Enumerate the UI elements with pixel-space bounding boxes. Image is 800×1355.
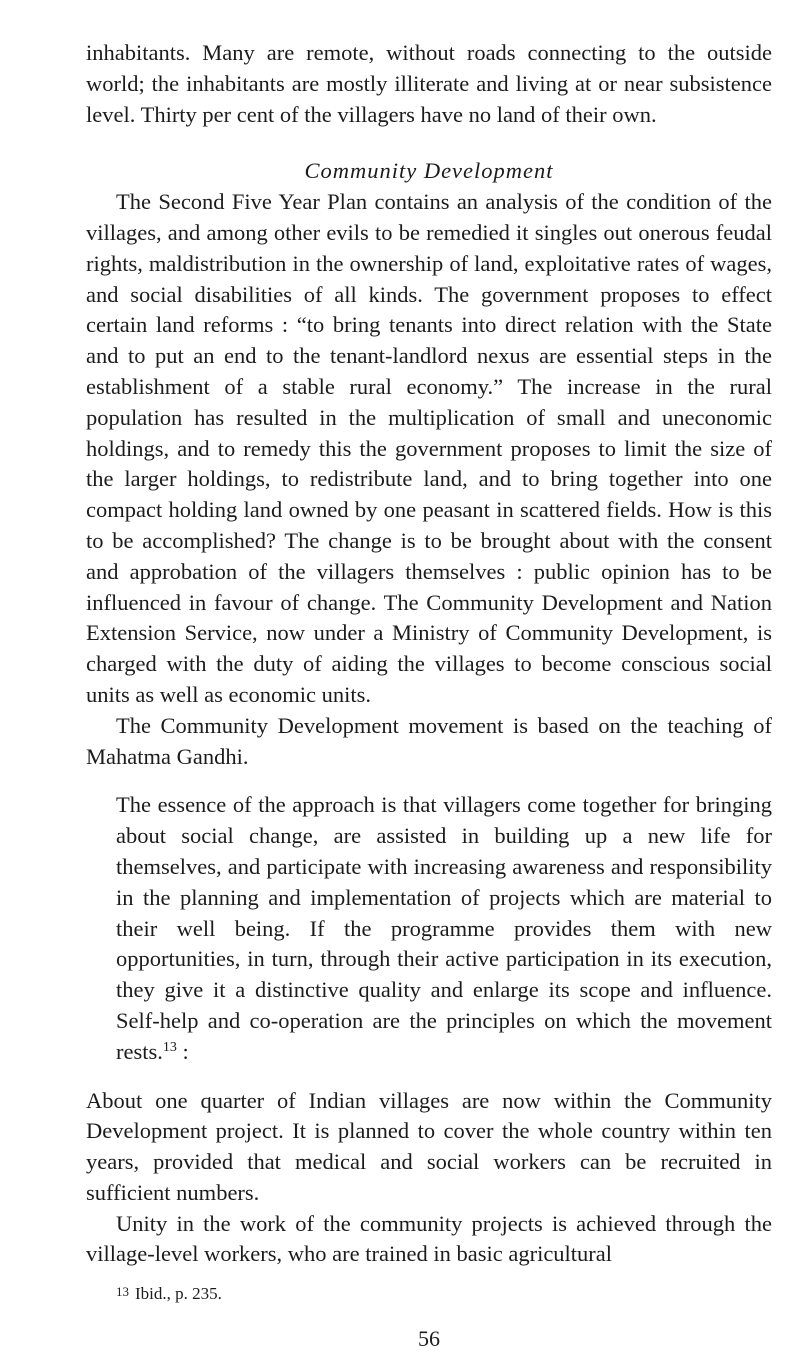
quote-colon: : xyxy=(176,1038,189,1064)
quote-text: The essence of the approach is that villagers come together for bringing about social change, are assisted in building up a new life for themselves, and participate with increasing awareness and responsibility in the planning and implementation of projects which are material to their well being. If the programme provides them with new opportunities, in turn, through their active participation in its execution, they give it a distinctive quality and enlarge its scope and influence. Self-help and co-operation are the principles on which the movement rests. xyxy=(116,792,772,1064)
document-page xyxy=(86,38,772,1355)
footnote-reference: 13 xyxy=(162,1039,177,1055)
quote-paragraph xyxy=(116,790,772,1067)
paragraph-unity: Unity in the work of the community projects is achieved through the village-level workers, who are trained in basic agricultural xyxy=(86,1210,772,1267)
block-quote xyxy=(86,790,772,1067)
footnote-number: 13 xyxy=(116,1284,129,1300)
page-number: 56 xyxy=(418,1326,440,1352)
footnote-text: Ibid., p. 235. xyxy=(135,1284,222,1304)
paragraph-continued: inhabitants. Many are remote, without roads connecting to the outside world; the inhabitants are mostly illiterate and living at or near subsistence level. Thirty per cent of the villagers have no land of their own. xyxy=(86,40,772,127)
paragraph-quarter: About one quarter of Indian villages are now within the Community Development project. It is planned to cover the whole country within ten years, provided that medical and social workers can be recruited in sufficient numbers. xyxy=(86,1087,772,1205)
footnote xyxy=(86,1280,772,1306)
paragraph-gandhi: The Community Development movement is based on the teaching of Mahatma Gandhi. xyxy=(86,712,772,769)
section-heading: Community Development xyxy=(304,158,554,184)
paragraph-plan: The Second Five Year Plan contains an analysis of the condition of the villages, and among other evils to be remedied it singles out onerous feudal rights, maldistribution in the ownership of land, exploitative rates of wages, and social disabilities of all kinds. The government proposes to effect certain land reforms : “to bring tenants into direct relation with the State and to put an end to the tenant-landlord nexus are essential steps in the establishment of a stable rural economy.” The increase in the rural population has resulted in the multiplication of small and uneconomic holdings, and to remedy this the government proposes to limit the size of the larger holdings, to redistribute land, and to bring together into one compact holding land owned by one peasant in scattered fields. How is this to be accomplished? The change is to be brought about with the consent and approbation of the villagers themselves : public opinion has to be influenced in favour of change. The Community Development and Nation Extension Service, now under a Ministry of Community Development, is charged with the duty of aiding the villages to become conscious social units as well as economic units. xyxy=(86,189,772,707)
